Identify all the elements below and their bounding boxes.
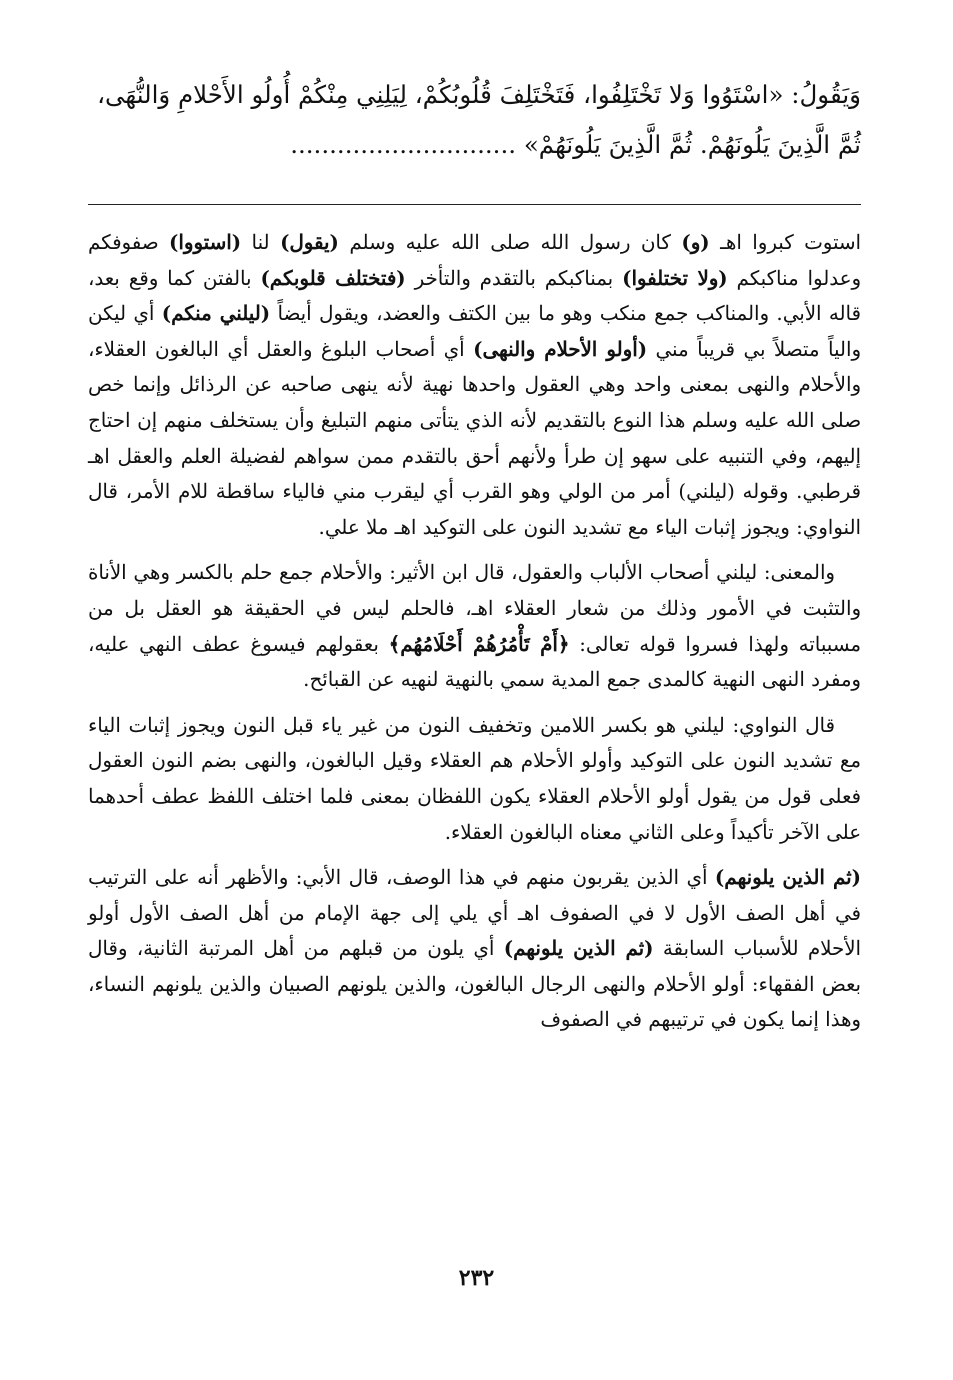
commentary-paragraph-4 — [88, 860, 861, 1038]
text-run: كان رسول الله صلى الله عليه وسلم — [338, 231, 682, 254]
commentary — [88, 225, 861, 1038]
bold-term: (يقول) — [280, 230, 339, 254]
bold-term: (و) — [681, 230, 710, 254]
commentary-paragraph-1 — [88, 225, 861, 545]
text-run: أي ليكن والياً متصلاً بي قريباً مني — [88, 302, 862, 361]
text-run: أي أصحاب البلوغ والعقل أي البالغون العقلاء، والأحلام والنهى بمعنى واحد وهي العقول واحدها نهية لأنه ينهى صاحبه عن الرذائل وإنما خص صلى الله عليه وسلم هذا النوع بالتقديم لأنه الذي يتأتى منهم التبليغ وأن يستخلف منهم إن احتاج إليهم، وفي التنبيه على سهو إن طرأ ولأنهم أحق بالتقدم ممن سواهم لفضيلة العلم والعقل اهـ قرطبي. وقوله (ليلني) أمر من الولي وهو القرب أي ليقرب مني فالياء ساقطة للام الأمر، قال النواوي: ويجوز إثبات الياء مع تشديد النون على التوكيد اهـ ملا علي. — [88, 337, 861, 539]
text-run: لنا — [241, 231, 281, 254]
text-run: أي الذين يقربون منهم في هذا الوصف، قال الأبي: والأظهر أنه على الترتيب في أهل الصف الأول لا في الصفوف اهـ أي يلي إلى جهة الإمام من أهل الصف الأول أولو الأحلام للأسباب السابقة — [88, 866, 861, 961]
hadith-line-2: ثُمَّ الَّذِينَ يَلُونَهُمْ. ثُمَّ الَّذِينَ يَلُونَهُمْ» ............................. — [290, 130, 861, 159]
book-page — [88, 70, 861, 1380]
bold-term: (ليلني منكم) — [161, 301, 271, 326]
page-number: ٢٣٢ — [458, 1265, 495, 1291]
bold-term: (استووا) — [169, 230, 242, 254]
text-run: والمعنى: ليلني أصحاب الألباب والعقول، قال ابن الأثير: والأحلام جمع حلم بالكسر وهي الأناة والتثبت في الأمور وذلك من شعار العقلاء اهـ، فالحلم ليس في الحقيقة هو العقل بل من مسبباته ولهذا فسروا قوله تعالى: — [88, 561, 861, 656]
bold-term: (ولا تختلفوا) — [622, 265, 728, 290]
separator-rule — [88, 204, 861, 205]
text-run: بالفتن كما وقع بعد، قاله الأبي. والمناكب جمع منكب وهو ما بين الكتف والعضد، ويقول أيضاً — [88, 266, 861, 326]
bold-term: (فتختلف قلوبكم) — [260, 265, 406, 290]
text-run: استوت كبروا اهـ — [709, 231, 862, 254]
bold-term: (ثم الذين يلونهم) — [714, 865, 861, 890]
text-run: صفوفكم وعدلوا مناكبكم — [88, 231, 862, 290]
text-run: بمناكبكم بالتقدم والتأخر — [405, 266, 623, 290]
commentary-paragraph-3 — [88, 708, 861, 850]
text-run: أي يلون من قبلهم من أهل المرتبة الثانية، وقال بعض الفقهاء: أولو الأحلام والنهى الرجال البالغون، والذين يلونهم الصبيان والذين يلونهم النساء، وهذا إنما يكون في ترتيبهم في الصفوف — [88, 937, 861, 1032]
hadith-line-1: وَيَقُولُ: «اسْتَوُوا وَلا تَخْتَلِفُوا، فَتَخْتَلِفَ قُلُوبُكُمْ، لِيَلِنِي مِنْكُمْ أُولُو الأَحْلامِ وَالنُّهَى، — [97, 80, 861, 109]
bold-term: (ثم الذين يلونهم) — [503, 936, 654, 961]
quran-quote: ﴿أَمْ تَأْمُرُهُمْ أَحْلَامُهُم﴾ — [388, 631, 570, 656]
hadith-text — [88, 70, 861, 170]
commentary-paragraph-2 — [88, 555, 861, 697]
text-run: بعقولهم فيسوغ عطف النهي عليه، ومفرد النهى النهية كالمدى جمع المدية سمي بالنهية لنهيه عن القبائح. — [88, 632, 861, 692]
bold-term: (أولو الأحلام والنهى) — [473, 336, 648, 361]
text-run: قال النواوي: ليلني هو بكسر اللامين وتخفيف النون من غير ياء قبل النون ويجوز إثبات الياء مع تشديد النون على التوكيد وأولو الأحلام هم العقلاء وقيل البالغون، والنهى بضم النون العقول فعلى قول من يقول أولو الأحلام العقلاء يكون اللفظان بمعنى فلما اختلف اللفظ عطف أحدهما على الآخر تأكيداً وعلى الثاني معناه البالغون العقلاء. — [88, 713, 861, 844]
